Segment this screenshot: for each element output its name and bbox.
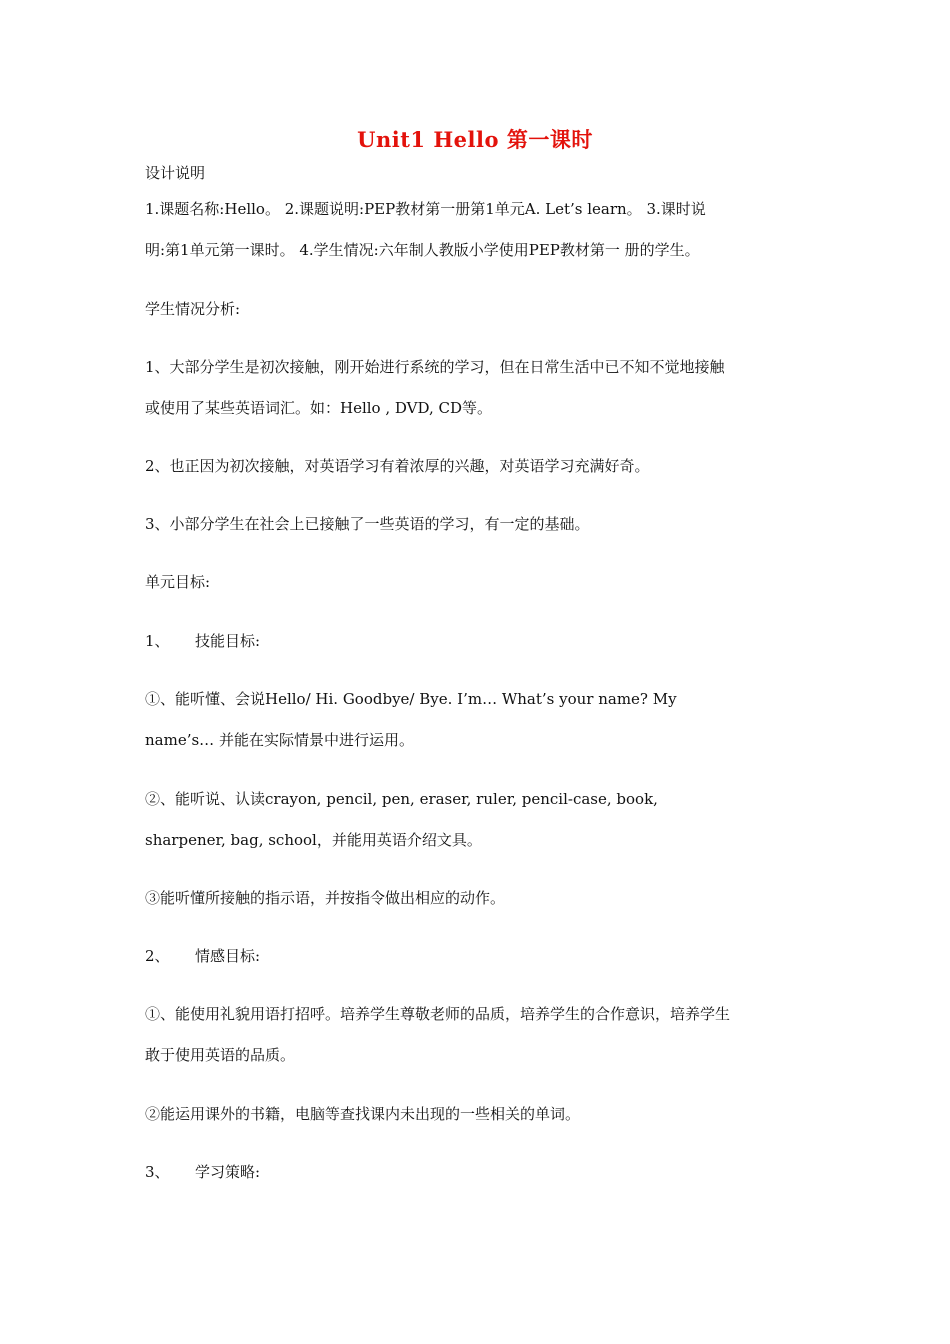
document-title: Unit1 Hello 第一课时 <box>357 127 593 152</box>
goal-1-heading <box>145 631 260 651</box>
unit-goals-heading: 单元目标: <box>145 573 211 591</box>
skill-item-3: ③能听懂所接触的指示语，并按指令做出相应的动作。 <box>145 889 506 907</box>
analysis-item-1-line-2: 或使用了某些英语词汇。如：Hello , DVD, CD等。 <box>145 399 493 417</box>
skill-item-1-line-2: name’s… 并能在实际情景中进行运用。 <box>145 731 414 749</box>
emotion-item-2: ②能运用课外的书籍，电脑等查找课内未出现的一些相关的单词。 <box>145 1105 581 1123</box>
goal-1-number: 1、 <box>145 632 170 650</box>
skill-item-2-line-1: ②、能听说、认读crayon, pencil, pen, eraser, ruler, pencil-case, book, <box>145 790 658 808</box>
analysis-item-3: 3、小部分学生在社会上已接触了一些英语的学习，有一定的基础。 <box>145 515 590 533</box>
goal-3-heading <box>145 1162 260 1182</box>
analysis-item-1-line-1: 1、大部分学生是初次接触，刚开始进行系统的学习，但在日常生活中已不知不觉地接触 <box>145 358 725 376</box>
emotion-item-1-line-1: ①、能使用礼貌用语打招呼。培养学生尊敬老师的品质，培养学生的合作意识，培养学生 <box>145 1005 731 1023</box>
goal-2-number: 2、 <box>145 947 170 965</box>
design-note-heading: 设计说明 <box>145 164 206 182</box>
goal-1-label: 技能目标: <box>195 632 261 650</box>
skill-item-2-line-2: sharpener, bag, school，并能用英语介绍文具。 <box>145 831 482 849</box>
goal-2-heading <box>145 946 260 966</box>
skill-item-1-line-1: ①、能听懂、会说Hello/ Hi. Goodbye/ Bye. I’m… What’s your name? My <box>145 690 677 708</box>
goal-3-number: 3、 <box>145 1163 170 1181</box>
design-note-line-1: 1.课题名称:Hello。 2.课题说明:PEP教材第一册第1单元A. Let’s learn。 3.课时说 <box>145 200 706 218</box>
analysis-item-2: 2、也正因为初次接触，对英语学习有着浓厚的兴趣，对英语学习充满好奇。 <box>145 457 650 475</box>
analysis-heading: 学生情况分析: <box>145 300 241 318</box>
emotion-item-1-line-2: 敢于使用英语的品质。 <box>145 1046 296 1064</box>
design-note-line-2: 明:第1单元第一课时。 4.学生情况:六年制人教版小学使用PEP教材第一 册的学生。 <box>145 241 700 259</box>
goal-2-label: 情感目标: <box>195 947 261 965</box>
goal-3-label: 学习策略: <box>195 1163 261 1181</box>
